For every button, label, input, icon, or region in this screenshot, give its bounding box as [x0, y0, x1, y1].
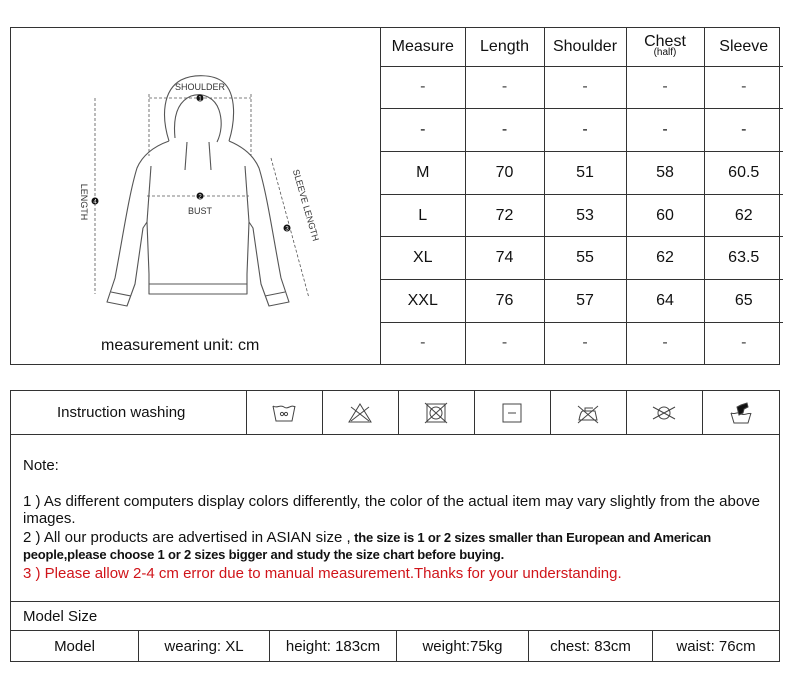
- table-cell: -: [704, 322, 783, 364]
- table-cell: 55: [544, 237, 626, 280]
- table-cell: -: [544, 109, 626, 152]
- wash-cell: [323, 391, 399, 434]
- header-chest-label: Chest: [644, 32, 686, 50]
- table-cell: -: [381, 109, 465, 152]
- note-2: [23, 529, 773, 563]
- model-size-title: Model Size: [11, 601, 779, 631]
- table-cell: XL: [381, 237, 465, 280]
- model-info-row: [11, 631, 779, 661]
- hoodie-measurement-diagram: [51, 46, 341, 316]
- size-chart: [10, 27, 780, 365]
- header-sleeve: Sleeve: [704, 28, 783, 66]
- table-cell: 60.5: [704, 151, 783, 194]
- table-row: [381, 151, 783, 194]
- no-bleach-icon: [347, 401, 373, 425]
- table-cell: 62: [704, 194, 783, 237]
- note-2-detail: the size is 1 or 2 sizes smaller than European and American people,please choose 1 or 2 sizes bigger and study the size chart before buying.: [23, 530, 711, 562]
- table-cell: 74: [465, 237, 544, 280]
- table-cell: 53: [544, 194, 626, 237]
- note-3-warning: 3 ) Please allow 2-4 cm error due to manual measurement.Thanks for your understanding.: [23, 565, 622, 582]
- length-label: LENGTH: [79, 183, 89, 221]
- shoulder-label: SHOULDER: [174, 82, 226, 92]
- no-dry-clean-icon: [651, 401, 677, 425]
- model-cell-wearing: wearing: XL: [139, 631, 270, 661]
- table-cell: -: [465, 109, 544, 152]
- marker-1: 1: [198, 96, 202, 103]
- table-cell: -: [626, 66, 704, 109]
- header-chest: [626, 28, 704, 66]
- table-row: [381, 66, 783, 109]
- table-cell: -: [381, 322, 465, 364]
- table-cell: -: [381, 66, 465, 109]
- washing-instructions-row: [11, 391, 779, 435]
- table-cell: 51: [544, 151, 626, 194]
- header-chest-sub: (half): [653, 46, 677, 58]
- note-title: Note:: [23, 457, 59, 474]
- table-cell: 62: [626, 237, 704, 280]
- table-cell: -: [626, 109, 704, 152]
- table-cell: -: [465, 66, 544, 109]
- wash-cell: [627, 391, 703, 434]
- note-2-main: 2 ) All our products are advertised in ASIAN size ,: [23, 529, 351, 546]
- measurement-unit-label: measurement unit: cm: [101, 337, 260, 354]
- hand-wash-icon: [728, 401, 754, 425]
- wash-cell: [703, 391, 779, 434]
- model-cell-chest: chest: 83cm: [529, 631, 653, 661]
- dry-flat-icon: [499, 401, 525, 425]
- wash-cell: [247, 391, 323, 434]
- model-cell-weight: weight:75kg: [397, 631, 529, 661]
- table-cell: 60: [626, 194, 704, 237]
- wash-cell: [399, 391, 475, 434]
- model-cell-label: Model: [11, 631, 139, 661]
- table-cell: 72: [465, 194, 544, 237]
- no-iron-icon: [575, 401, 601, 425]
- table-cell: XXL: [381, 280, 465, 323]
- model-cell-height: height: 183cm: [270, 631, 397, 661]
- hoodie-diagram-panel: [11, 28, 381, 364]
- table-cell: L: [381, 194, 465, 237]
- table-cell: -: [704, 109, 783, 152]
- model-cell-waist: waist: 76cm: [676, 637, 756, 655]
- table-cell: -: [544, 322, 626, 364]
- size-table-header-row: [381, 28, 783, 66]
- wash-cell: [475, 391, 551, 434]
- header-length: Length: [465, 28, 544, 66]
- marker-2: 2: [198, 194, 202, 201]
- table-cell: 58: [626, 151, 704, 194]
- table-row: [381, 237, 783, 280]
- table-cell: -: [544, 66, 626, 109]
- bust-label: BUST: [187, 206, 213, 216]
- no-tumble-dry-icon: [423, 401, 449, 425]
- marker-4: 4: [93, 199, 97, 206]
- table-cell: M: [381, 151, 465, 194]
- table-cell: 64: [626, 280, 704, 323]
- table-cell: 76: [465, 280, 544, 323]
- table-cell: -: [465, 322, 544, 364]
- table-cell: 70: [465, 151, 544, 194]
- header-measure: Measure: [381, 28, 465, 66]
- table-row: [381, 194, 783, 237]
- notes-block: [10, 390, 780, 662]
- table-cell: -: [626, 322, 704, 364]
- header-shoulder: Shoulder: [544, 28, 626, 66]
- size-table: [381, 28, 783, 364]
- wash-30-icon: [271, 401, 297, 425]
- table-cell: 57: [544, 280, 626, 323]
- table-cell: -: [704, 66, 783, 109]
- table-cell: 63.5: [704, 237, 783, 280]
- washing-label: Instruction washing: [11, 391, 247, 434]
- note-1: 1 ) As different computers display colors differently, the color of the actual item may vary slightly from the above images.: [23, 493, 761, 527]
- wash-cell: [551, 391, 627, 434]
- sleeve-length-label: SLEEVE LENGTH: [290, 168, 321, 243]
- table-cell: 65: [704, 280, 783, 323]
- table-row: [381, 322, 783, 364]
- table-row: [381, 109, 783, 152]
- table-row: [381, 280, 783, 323]
- marker-3: 3: [285, 226, 289, 233]
